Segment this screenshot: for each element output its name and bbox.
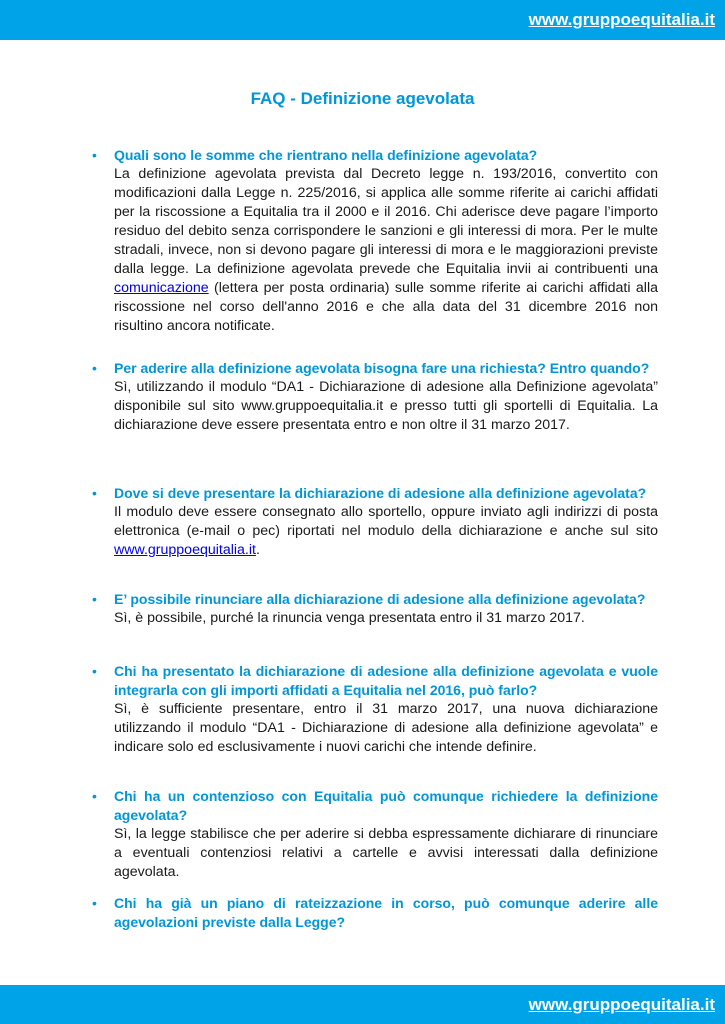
faq-item-6 (88, 787, 658, 882)
faq-answer: Sì, è sufficiente presentare, entro il 31 marzo 2017, una nuova dichiarazione utilizzando il modulo “DA1 - Dichiarazione di adesione alla definizione agevolata” e indicare solo ed esclusivamente i nuovi carichi che intende definire. (114, 701, 658, 755)
list-item (88, 484, 658, 560)
bullet-icon: • (92, 147, 97, 163)
footer-site-link[interactable]: www.gruppoequitalia.it (528, 994, 715, 1014)
bullet-icon: • (92, 360, 97, 376)
site-link[interactable]: www.gruppoequitalia.it (114, 542, 256, 558)
faq-question: E’ possibile rinunciare alla dichiarazione di adesione alla definizione agevolata? (114, 591, 646, 607)
list-item (88, 787, 658, 882)
bullet-icon: • (92, 591, 97, 607)
faq-item-3 (88, 484, 658, 560)
bullet-icon: • (92, 485, 97, 501)
list-item (88, 662, 658, 757)
header-bar (0, 0, 725, 40)
list-item (88, 590, 658, 628)
faq-item-7 (88, 894, 658, 932)
bullet-icon: • (92, 788, 97, 804)
faq-answer: La definizione agevolata prevista dal Decreto legge n. 193/2016, convertito con modificazioni dalla Legge n. 225/2016, si applica alle somme riferite ai carichi affidati per la riscossione a Equitalia tra il 2000 e il 2016. Chi aderisce deve pagare l’importo residuo del debito senza corrispondere le sanzioni e gli interessi di mora. Per le multe stradali, invece, non si devono pagare gli interessi di mora e le maggiorazioni previste dalla legge. La definizione agevolata prevede che Equitalia invii ai contribuenti una comunicazione (lettera per posta ordinaria) sulle somme riferite ai carichi affidati alla riscossione nel corso dell'anno 2016 e che alla data del 31 dicembre 2016 non risultino ancora notificate. (114, 166, 658, 334)
list-item (88, 359, 658, 435)
footer-bar (0, 985, 725, 1024)
comunicazione-link[interactable]: comunicazione (114, 280, 209, 296)
page-title: FAQ - Definizione agevolata (250, 89, 475, 108)
faq-item-4 (88, 590, 658, 628)
list-item (88, 894, 658, 932)
faq-answer: Il modulo deve essere consegnato allo sportello, oppure inviato agli indirizzi di posta elettronica (e-mail o pec) riportati nel modulo della dichiarazione e anche sul sito www.gruppoequitalia.it. (114, 504, 658, 558)
faq-question: Per aderire alla definizione agevolata bisogna fare una richiesta? Entro quando? (114, 360, 650, 376)
faq-question: Chi ha un contenzioso con Equitalia può comunque richiedere la definizione agevolata? (114, 788, 658, 823)
faq-item-5 (88, 662, 658, 757)
header-site-link[interactable]: www.gruppoequitalia.it (528, 10, 715, 29)
faq-question: Dove si deve presentare la dichiarazione di adesione alla definizione agevolata? (114, 485, 647, 501)
faq-item-2 (88, 359, 658, 435)
faq-question: Chi ha già un piano di rateizzazione in corso, può comunque aderire alle agevolazioni previste dalla Legge? (114, 895, 658, 930)
faq-answer: Sì, è possibile, purché la rinuncia venga presentata entro il 31 marzo 2017. (114, 610, 585, 626)
bullet-icon: • (92, 895, 97, 911)
bullet-icon: • (92, 663, 97, 679)
list-item (88, 146, 658, 336)
faq-answer: Sì, la legge stabilisce che per aderire si debba espressamente dichiarare di rinunciare a eventuali contenziosi relativi a cartelle e avvisi interessati dalla definizione agevolata. (114, 826, 658, 880)
faq-question: Chi ha presentato la dichiarazione di adesione alla definizione agevolata e vuole integrarla con gli importi affidati a Equitalia nel 2016, può farlo? (114, 663, 658, 698)
faq-item-1 (88, 146, 658, 336)
faq-question: Quali sono le somme che rientrano nella definizione agevolata? (114, 147, 538, 163)
faq-answer: Sì, utilizzando il modulo “DA1 - Dichiarazione di adesione alla Definizione agevolata” disponibile sul sito www.gruppoequitalia.it e presso tutti gli sportelli di Equitalia. La dichiarazione deve essere presentata entro e non oltre il 31 marzo 2017. (114, 379, 658, 433)
